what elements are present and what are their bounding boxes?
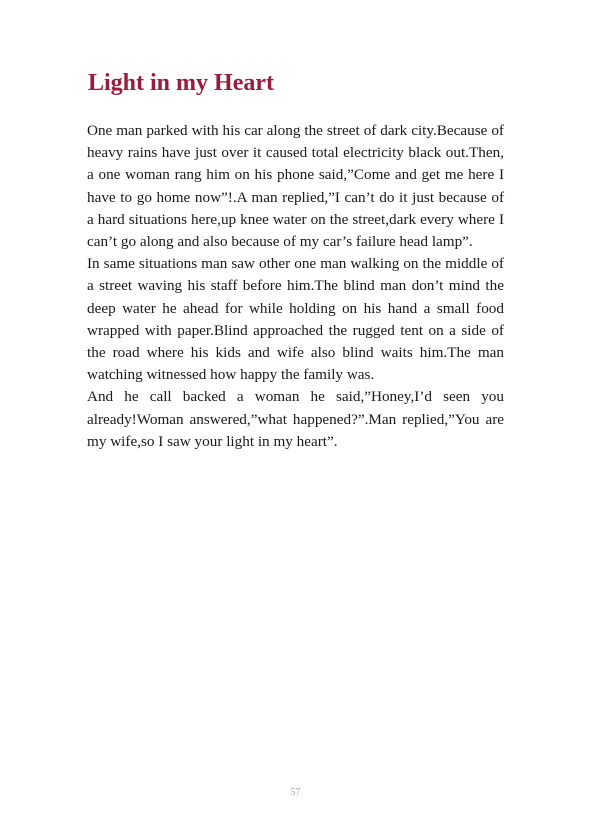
paragraph-2: In same situations man saw other one man walking on the middle of a street waving his staff before him.The blind man don’t mind the deep water he ahead for while holding on his hand a small food wrapped with paper.Blind approached the rugged tent on a side of the road where his kids and wife also blind waits him.The man watching witnessed how happy the family was. [87, 255, 504, 384]
paragraph-3: And he call backed a woman he said,”Honey,I’d seen you already!Woman answered,”what happened?”.Man replied,”You are my wife,so I saw your light in my heart”. [87, 388, 504, 450]
page-number: 57 [290, 787, 301, 798]
paragraph-1: One man parked with his car along the street of dark city.Because of heavy rains have just over it caused total electricity black out.Then, a one woman rang him on his phone said,”Come and get me here I have to go home now”!.A man replied,”I can’t do it just because of a hard situations here,up knee water on the street,dark every where I can’t go along and also because of my car’s failure head lamp”. [87, 122, 504, 251]
page-title: Light in my Heart [88, 70, 274, 96]
story-body [87, 120, 504, 453]
